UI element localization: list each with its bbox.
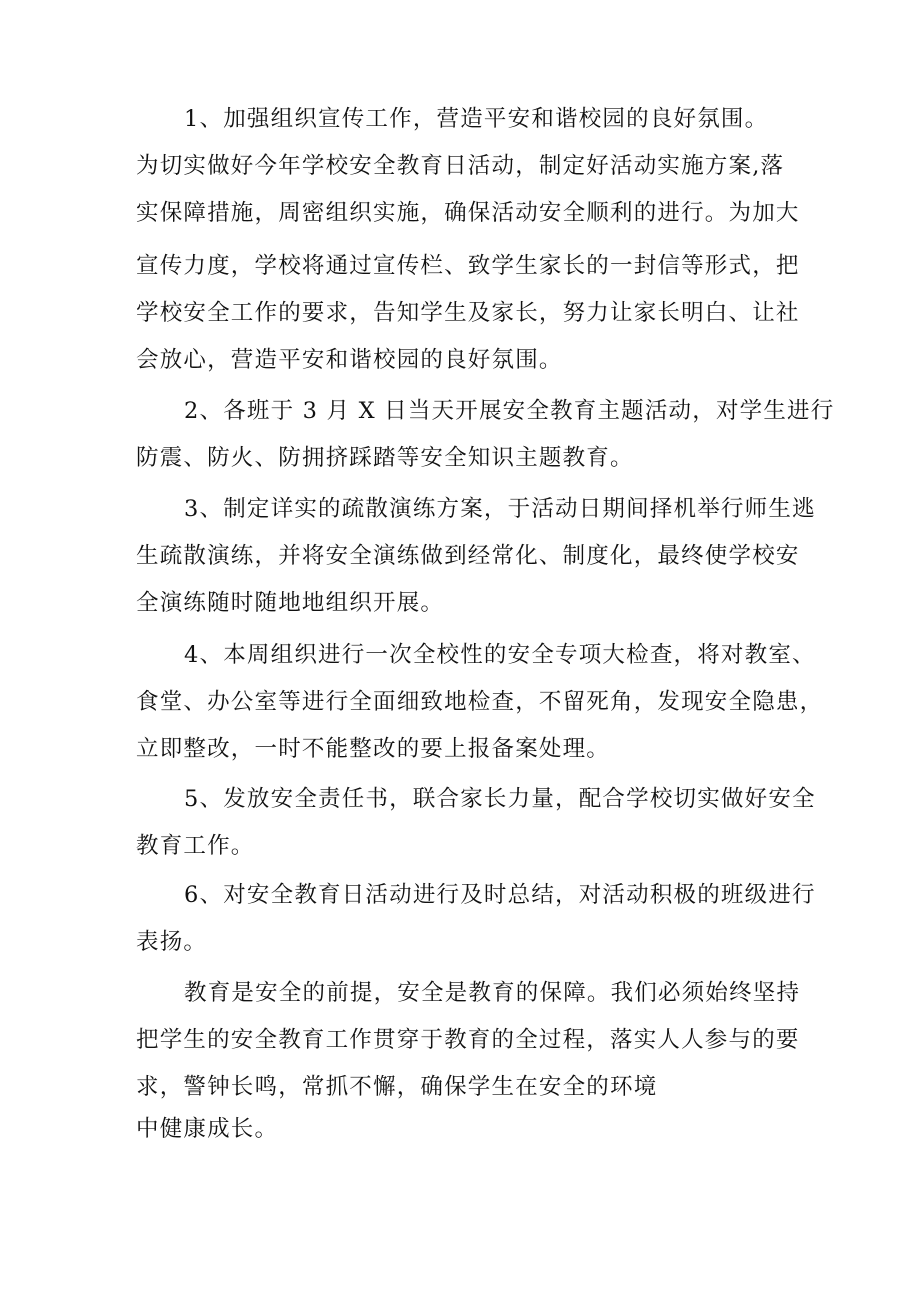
paragraph-6-line-1: 6、对安全教育日活动进行及时总结，对活动积极的班级进行 — [184, 882, 816, 908]
paragraph-1-heading: 1、加强组织宣传工作，营造平安和谐校园的良好氛围。 — [184, 106, 769, 132]
paragraph-2-line-2: 防震、防火、防拥挤踩踏等安全知识主题教育。 — [136, 445, 634, 471]
paragraph-2-line-1: 2、各班于 3 月 X 日当天开展安全教育主题活动，对学生进行 — [184, 398, 835, 424]
conclusion-line-3: 求，警钟长鸣，常抓不懈，确保学生在安全的环境 — [136, 1074, 658, 1100]
conclusion-line-4: 中健康成长。 — [136, 1116, 279, 1142]
paragraph-1-line-5: 会放心，营造平安和谐校园的良好氛围。 — [136, 347, 563, 373]
paragraph-5-line-2: 教育工作。 — [136, 833, 255, 859]
conclusion-line-1: 教育是安全的前提，安全是教育的保障。我们必须始终坚持 — [184, 980, 801, 1006]
paragraph-6-line-2: 表扬。 — [136, 929, 208, 955]
paragraph-3-line-1: 3、制定详实的疏散演练方案，于活动日期间择机举行师生逃 — [184, 496, 816, 522]
paragraph-1-line-2: 实保障措施，周密组织实施，确保活动安全顺利的进行。为加大 — [136, 200, 800, 226]
paragraph-1-line-1: 为切实做好今年学校安全教育日活动，制定好活动实施方案,落 — [136, 153, 785, 179]
paragraph-4-line-2: 食堂、办公室等进行全面细致地检查，不留死角，发现安全隐患， — [136, 689, 824, 715]
paragraph-5-line-1: 5、发放安全责任书，联合家长力量，配合学校切实做好安全 — [184, 786, 816, 812]
paragraph-1-line-3: 宣传力度，学校将通过宣传栏、致学生家长的一封信等形式，把 — [136, 253, 800, 279]
paragraph-3-line-3: 全演练随时随地地组织开展。 — [136, 590, 445, 616]
paragraph-3-line-2: 生疏散演练，并将安全演练做到经常化、制度化，最终使学校安 — [136, 543, 800, 569]
paragraph-4-line-3: 立即整改，一时不能整改的要上报备案处理。 — [136, 736, 611, 762]
conclusion-line-2: 把学生的安全教育工作贯穿于教育的全过程，落实人人参与的要 — [136, 1027, 800, 1053]
paragraph-4-line-1: 4、本周组织进行一次全校性的安全专项大检查，将对教室、 — [184, 642, 816, 668]
paragraph-1-line-4: 学校安全工作的要求，告知学生及家长，努力让家长明白、让社 — [136, 300, 800, 326]
